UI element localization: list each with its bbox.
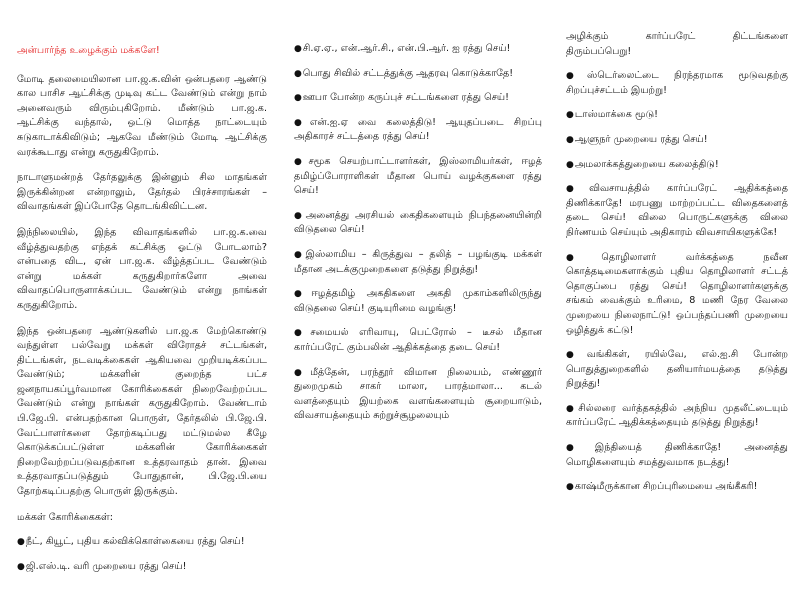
bullet-icon: ● — [17, 537, 25, 548]
demand-item — [294, 67, 542, 82]
bullet-icon: ● — [294, 367, 310, 378]
intro-paragraph: மோடி தலைமையிலான பா.ஜ.க.வின் ஒன்பதரை ஆண்டு கால பாசிச ஆட்சிக்கு முடிவு கட்ட வேண்டும் என்று நாம் அனைவரும் விரும்புகிறோம். மீண்டும் பா.ஜ.க. ஆட்சிக்கு வந்தால், ஒட்டு மொத்த நாட்டையும் சுடுகாடாக்கிவிடும்; ஆகவே மீண்டும் மோடி ஆட்சிக்கு வரக்கூடாது என்று கருதுகிறோம். — [17, 73, 267, 158]
debate-paragraph: இந்நிலையில், இந்த விவாதங்களில் பா.ஜ.க.வை வீழ்த்துவதற்கு எந்தக் கட்சிக்கு ஓட்டு போடலாம்? என்பதை விட, ஏன் பா.ஜ.க. வீழ்த்தப்பட வேண்டும் என்று மக்கள் கருதுகிறார்களோ அவை விவாதப்பொருளாக்கப்பட வேண்டும் என்று நாங்கள் கருதுகிறோம். — [17, 226, 267, 311]
demand-continuation: அழிக்கும் கார்ப்பரேட் திட்டங்களை திரும்பப்பெறு! — [566, 31, 788, 57]
demand-text: அனைத்து அரசியல் கைதிகளையும் நிபந்தனையின்றி விடுதலை செய்! — [294, 209, 542, 236]
bullet-icon: ● — [294, 117, 309, 128]
demand-item — [566, 480, 788, 495]
bullet-icon: ● — [566, 443, 594, 454]
bullet-icon: ● — [566, 159, 574, 170]
demand-item — [294, 91, 542, 106]
bullet-icon: ● — [294, 68, 302, 79]
demand-text: சி.ஏ.ஏ., என்.ஆர்.சி., என்.பி.ஆர். ஐ ரத்து செய்! — [302, 43, 511, 54]
bullet-icon: ● — [566, 184, 589, 195]
demand-item — [566, 251, 788, 339]
demand-text: என்.ஐ.ஏ வை கலைத்திடு! ஆயுதப்படை சிறப்பு அதிகாரச் சட்டத்தை ரத்து செய்! — [294, 116, 542, 143]
demand-item — [17, 535, 267, 550]
demands-intro-paragraph: இந்த ஒன்பதரை ஆண்டுகளில் பா.ஜ.க மேற்கொண்டு வந்துள்ள பல்வேறு மக்கள் விரோதச் சட்டங்கள், திட்டங்கள், நடவடிக்கைகள் ஆகியவை முறியடிக்கப்பட வேண்டும்; மக்களின் குறைந்த பட்ச ஜனநாயகப்பூர்வமான கோரிக்கைகள் நிறைவேற்றப்பட வேண்டும் என்று நாங்கள் கருதுகிறோம். வேண்டாம் பி.ஜே.பி. என்பதற்கான பொருள், தேர்தலில் பி.ஜே.பி. வேட்பாளர்களை தோற்கடிப்பது மட்டுமல்ல கீழே கொடுக்கப்பட்டுள்ள மக்களின் கோரிக்கைகள் நிறைவேற்றப்படுவதற்கான உத்தரவாதம் தான். இவை உத்தரவாதப்படுத்தும் போதுதான், பி.ஜே.பி.யை தோற்கடிப்பதற்கு பொருள் இருக்கும். — [17, 325, 267, 498]
demand-item — [17, 560, 267, 575]
demand-text: மீத்தேன், பரந்தூர் விமான நிலையம், எண்ணூர் துறைமுகம் சாகர் மாலா, பாரத்மாலா... கடல் வளத்தையும் இயற்கை வளங்களையும் சூறையாடும், விவசாயத்தையும் சுற்றுச்சூழலையும் — [294, 366, 542, 422]
greeting-heading: அன்பார்ந்த உழைக்கும் மக்களே! — [17, 45, 160, 56]
bullet-icon: ● — [17, 561, 25, 572]
bullet-icon: ● — [294, 93, 302, 104]
bullet-icon: ● — [294, 156, 308, 167]
demand-item — [294, 116, 542, 145]
demand-item — [294, 366, 542, 424]
demand-text: ஸ்டெர்லைட்டை நிரந்தரமாக மூடுவதற்கு சிறப்புச்சட்டம் இயற்று! — [566, 70, 788, 96]
demand-text: விவசாயத்தில் கார்ப்பரேட் ஆதிக்கத்தை திணிக்காதே! மரபணு மாற்றப்பட்ட விதைகளைத் தடை செய்! விலை பொருட்களுக்கு விலை நிர்ணயம் செய்யும் அதிகாரம் விவசாயிகளுக்கே! — [566, 183, 788, 238]
demand-text: நீட், கியூட், புதிய கல்விக்கொள்கையை ரத்து செய்! — [25, 536, 245, 548]
demand-text: தொழிலாளர் வர்க்கத்தை நவீன கொத்தடிமைகளாக்கும் புதிய தொழிலாளர் சட்டத் தொகுப்பை ரத்து செய்! தொழிலாளர்களுக்கு சங்கம் வைக்கும் உரிமை, 8 மணி நேர வேலை முறையை நிலைநாட்டு! ஒப்பந்தப்பணி முறையை ஒழித்துக் கட்டு! — [566, 251, 788, 336]
demand-item — [294, 326, 542, 355]
demand-text: சமையல் எரிவாயு, பெட்ரோல் – டீசல் மீதான கார்ப்பரேட் கும்பலின் ஆதிக்கத்தை தடை செய்! — [294, 327, 542, 353]
demand-text: சமூக செயற்பாட்டாளர்கள், இஸ்லாமியர்கள், ஈழத் தமிழ்ப்போராளிகள் மீதான பொய் வழக்குகளை ரத்து செய்! — [294, 155, 542, 197]
demand-item — [294, 42, 542, 57]
bullet-icon: ● — [566, 482, 574, 493]
bullet-icon: ● — [294, 328, 310, 339]
demand-text: சில்லரை வர்த்தகத்தில் அந்நிய முதலீட்டையும் கார்ப்பரேட் ஆதிக்கத்தையும் தடுத்து நிறுத்து! — [566, 402, 788, 429]
demand-text: பொது சிவில் சட்டத்துக்கு ஆதரவு கொடுக்காதே! — [302, 67, 514, 79]
demand-text: காஷ்மீருக்கான சிறப்புரிமையை அங்கீகரி! — [574, 481, 758, 493]
bullet-icon: ● — [566, 252, 601, 263]
demand-text: ஊபா போன்ற கருப்புச் சட்டங்களை ரத்து செய்! — [302, 92, 509, 104]
demand-item — [566, 69, 788, 98]
demand-item — [566, 348, 788, 392]
demand-item — [294, 155, 542, 199]
bullet-icon: ● — [294, 289, 311, 300]
demand-item — [294, 209, 542, 238]
demand-text: வங்கிகள், ரயில்வே, எல்.ஐ.சி போன்ற பொதுத்துறைகளில் தனியார்மயத்தை தடுத்து நிறுத்து! — [566, 349, 788, 390]
demands-heading: மக்கள் கோரிக்கைகள்: — [17, 511, 113, 523]
demand-item — [566, 402, 788, 431]
demand-list — [566, 69, 788, 495]
demand-text: ஈழத்தமிழ் அகதிகளை அகதி முகாம்களிலிருந்து விடுதலை செய்! குடியுரிமை வழங்கு! — [294, 288, 542, 314]
bullet-icon: ● — [566, 403, 578, 414]
election-paragraph: நாடாளுமன்றத் தேர்தலுக்கு இன்னும் சில மாதங்கள் இருக்கின்றன என்றாலும், தேர்தல் பிரச்சாரங்கள் – விவாதங்கள் இப்போதே தொடங்கிவிட்டன. — [17, 172, 267, 213]
demand-text: டாஸ்மாக்கை மூடு! — [574, 109, 658, 121]
bullet-icon: ● — [566, 134, 574, 145]
demand-item — [566, 133, 788, 148]
demand-list — [294, 42, 542, 424]
demand-text: ஜி.எஸ்.டி. வரி முறையை ரத்து செய்! — [25, 560, 187, 572]
column-3 — [566, 30, 788, 505]
demand-item — [566, 441, 788, 470]
demand-item — [566, 158, 788, 173]
bullet-icon: ● — [566, 110, 574, 121]
bullet-icon: ● — [566, 71, 587, 82]
bullet-icon: ● — [294, 249, 305, 260]
demand-item — [566, 108, 788, 123]
column-1 — [17, 44, 267, 584]
demand-list — [17, 535, 267, 574]
demand-item — [294, 287, 542, 316]
bullet-icon: ● — [566, 350, 586, 361]
demand-text: இஸ்லாமிய – கிருத்துவ – தலித் – பழங்குடி மக்கள் மீதான அடக்குமுறைகளை தடுத்து நிறுத்து! — [294, 248, 543, 275]
demand-text: இந்தியைத் திணிக்காதே! அனைத்து மொழிகளையும் சமத்துவமாக நடத்து! — [566, 442, 788, 468]
demand-item — [294, 248, 542, 277]
demand-item — [566, 182, 788, 240]
demand-text: ஆளுநர் முறையை ரத்து செய்! — [574, 133, 708, 145]
bullet-icon: ● — [294, 210, 305, 221]
bullet-icon: ● — [294, 44, 302, 54]
demand-text: அமலாக்கத்துறையை கலைத்திடு! — [574, 158, 719, 170]
column-2 — [294, 42, 542, 434]
